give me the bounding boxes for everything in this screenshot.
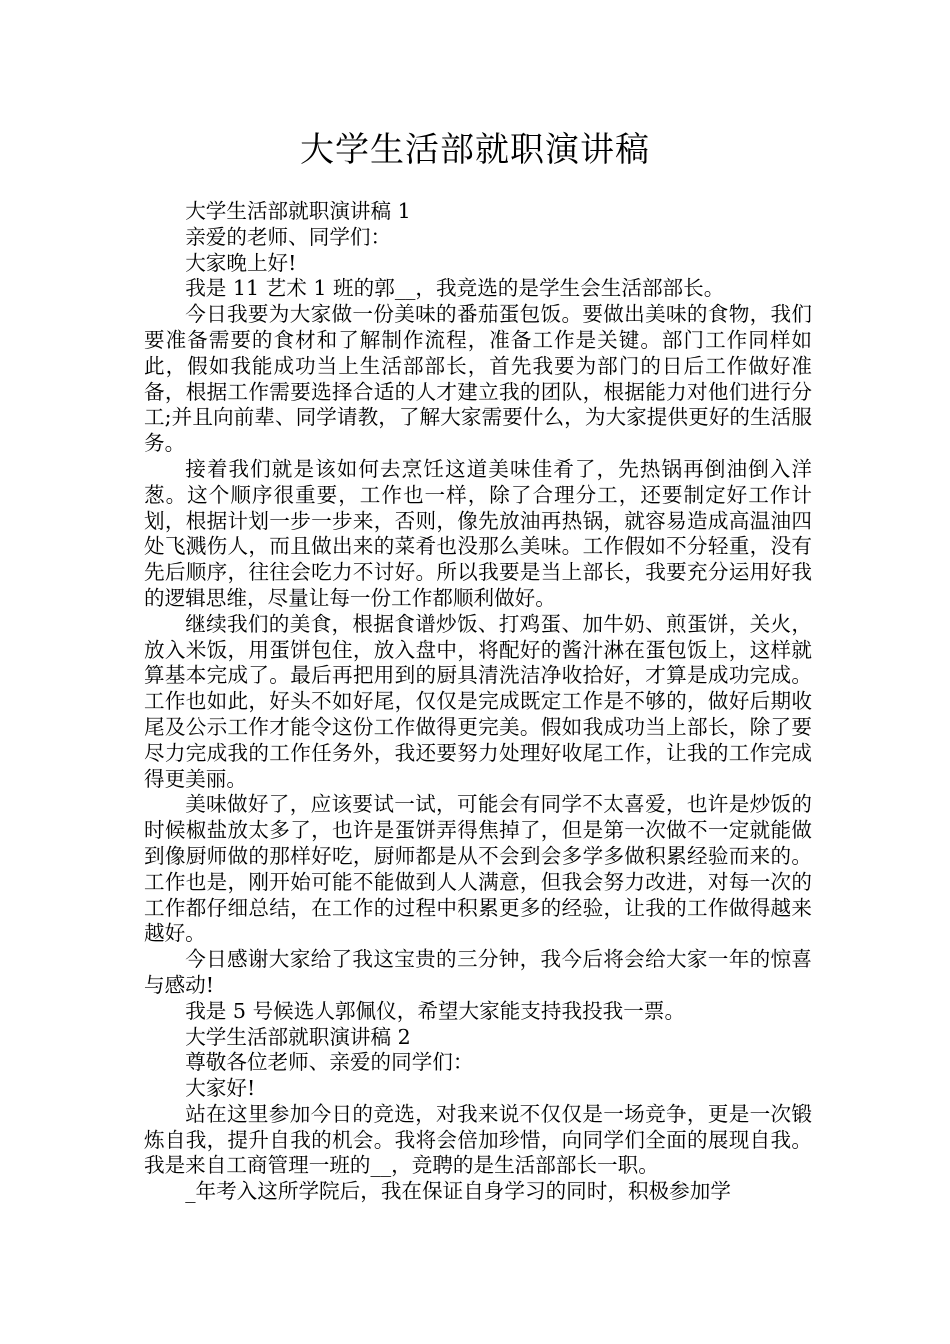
paragraph: 大家好! xyxy=(185,1076,256,1101)
paragraph: 我是 11 艺术 1 班的郭__，我竞选的是学生会生活部部长。 xyxy=(185,276,725,301)
paragraph: 继续我们的美食，根据食谱炒饭、打鸡蛋、加牛奶、煎蛋饼，关火，放入米饭，用蛋饼包住，放入盘中，将配好的酱汁淋在蛋包饭上，这样就算基本完成了。最后再把用到的厨具清洗洁净收拾好，才算是成功完成。工作也如此，好头不如好尾，仅仅是完成既定工作是不够的，做好后期收尾及公示工作才能令这份工作做得更完美。假如我成功当上部长，除了要尽力完成我的工作任务外，我还要努力处理好收尾工作，让我的工作完成得更美丽。 xyxy=(144,611,812,791)
paragraph: 今日我要为大家做一份美味的番茄蛋包饭。要做出美味的食物，我们要准备需要的食材和了解制作流程，准备工作是关键。部门工作同样如此，假如我能成功当上生活部部长，首先我要为部门的日后工作做好准备，根据工作需要选择合适的人才建立我的团队，根据能力对他们进行分工;并且向前辈、同学请教，了解大家需要什么，为大家提供更好的生活服务。 xyxy=(144,302,812,456)
paragraph: 接着我们就是该如何去烹饪这道美味佳肴了，先热锅再倒油倒入洋葱。这个顺序很重要，工作也一样，除了合理分工，还要制定好工作计划，根据计划一步一步来，否则，像先放油再热锅，就容易造成高温油四处飞溅伤人，而且做出来的菜肴也没那么美味。工作假如不分轻重，没有先后顺序，往往会吃力不讨好。所以我要是当上部长，我要充分运用好我的逻辑思维，尽量让每一份工作都顺利做好。 xyxy=(144,456,812,610)
paragraph: 尊敬各位老师、亲爱的同学们： xyxy=(185,1050,474,1075)
document-title: 大学生活部就职演讲稿 xyxy=(300,130,650,170)
paragraph: 站在这里参加今日的竞选，对我来说不仅仅是一场竞争，更是一次锻炼自我，提升自我的机会。我将会倍加珍惜，向同学们全面的展现自我。我是来自工商管理一班的__，竞聘的是生活部部长一职。 xyxy=(144,1101,812,1178)
paragraph: 大学生活部就职演讲稿 2 xyxy=(185,1024,411,1049)
paragraph: 大家晚上好! xyxy=(185,250,297,275)
paragraph: 亲爱的老师、同学们： xyxy=(185,224,392,249)
paragraph: 大学生活部就职演讲稿 1 xyxy=(185,199,411,223)
paragraph: 美味做好了，应该要试一试，可能会有同学不太喜爱，也许是炒饭的时候椒盐放太多了，也许是蛋饼弄得焦掉了，但是第一次做不一定就能做到像厨师做的那样好吃，厨师都是从不会到会多学多做积累经验而来的。工作也是，刚开始可能不能做到人人满意，但我会努力改进，对每一次的工作都仔细总结，在工作的过程中积累更多的经验，让我的工作做得越来越好。 xyxy=(144,792,812,946)
paragraph: _年考入这所学院后，我在保证自身学习的同时，积极参加学 xyxy=(185,1179,731,1204)
paragraph: 我是 5 号候选人郭佩仪，希望大家能支持我投我一票。 xyxy=(185,998,686,1023)
document-body xyxy=(144,199,812,1205)
paragraph: 今日感谢大家给了我这宝贵的三分钟，我今后将会给大家一年的惊喜与感动! xyxy=(144,947,812,997)
